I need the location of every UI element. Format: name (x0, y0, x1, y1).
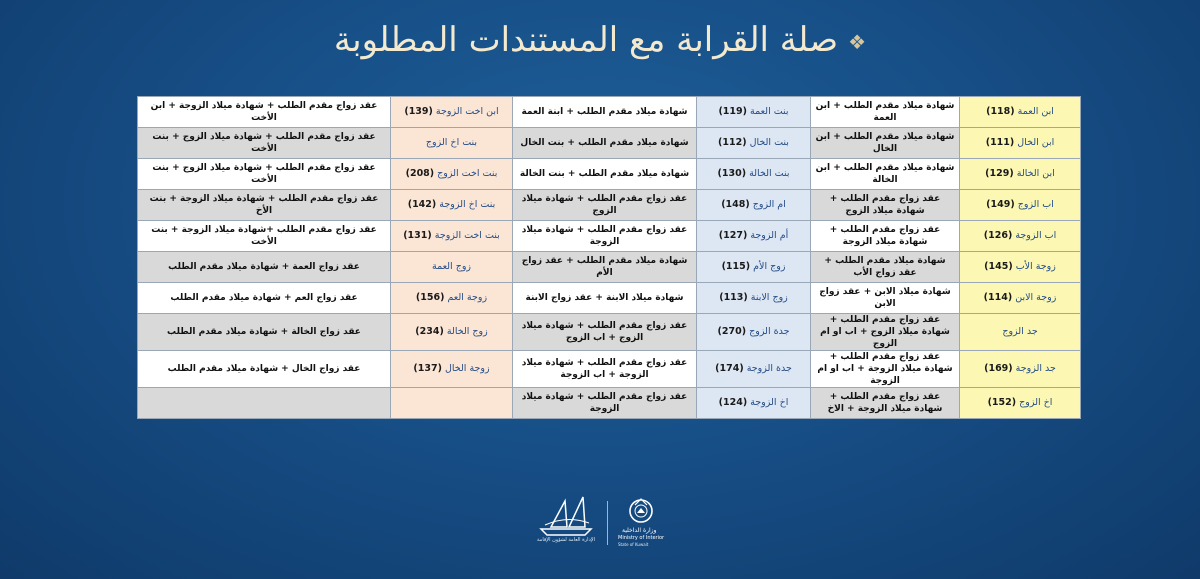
relation-label: اخ الزوجة (750, 397, 789, 408)
table-row (138, 159, 1081, 190)
relation-label: زوج العمة (431, 261, 472, 272)
relation-cell (391, 128, 513, 159)
relation-code: (149) (986, 199, 1015, 210)
relation-cell (960, 128, 1081, 159)
documents-text: عقد زواج مقدم الطلب + شهادة ميلاد الزوجة + بنت الأخ (149, 194, 379, 216)
documents-cell (811, 252, 960, 283)
documents-text: شهادة ميلاد مقدم الطلب + بنت الخالة (519, 169, 690, 179)
documents-cell (138, 128, 391, 159)
relation-code: (112) (718, 137, 747, 148)
documents-cell (138, 314, 391, 351)
documents-cell (811, 283, 960, 314)
relation-code: (126) (983, 230, 1013, 241)
documents-text: عقد زواج مقدم الطلب +شهادة ميلاد الزوجة + بنت الأخت (151, 225, 377, 247)
documents-cell (811, 221, 960, 252)
relation-label: بنت اخت الزوجة (434, 230, 500, 241)
relation-code: (137) (413, 363, 442, 374)
documents-cell (513, 159, 697, 190)
relation-code: (124) (718, 397, 748, 408)
relation-cell (391, 314, 513, 351)
relation-label: زوج الأم (753, 261, 786, 272)
documents-text: عقد زواج الخالة + شهادة ميلاد مقدم الطلب (167, 327, 361, 337)
relation-cell (697, 128, 811, 159)
documents-text: عقد زواج العمة + شهادة ميلاد مقدم الطلب (168, 262, 360, 272)
table-row (138, 314, 1081, 351)
documents-text: عقد زواج الخال + شهادة ميلاد مقدم الطلب (167, 364, 361, 374)
relation-cell (960, 159, 1081, 190)
documents-text: عقد زواج مقدم الطلب + شهادة ميلاد الزوجة (829, 225, 941, 247)
ornament-icon: ❖ (848, 30, 867, 54)
relation-code: (234) (415, 326, 444, 337)
documents-cell (513, 252, 697, 283)
documents-text: عقد زواج مقدم الطلب + شهادة ميلاد الزوج (829, 194, 941, 216)
documents-cell (138, 252, 391, 283)
relation-code: (113) (719, 292, 748, 303)
documents-text: عقد زواج مقدم الطلب + شهادة ميلاد الزوجة + اب الزوجة (521, 358, 688, 380)
relation-cell (960, 221, 1081, 252)
relation-label: جد الزوجة (1015, 363, 1056, 374)
documents-cell (811, 388, 960, 419)
documents-cell (138, 159, 391, 190)
documents-cell (513, 314, 697, 351)
relation-label: ام الزوج (752, 199, 786, 210)
relation-cell (697, 252, 811, 283)
relation-label: زوجة الأب (1015, 261, 1056, 272)
documents-cell (513, 190, 697, 221)
relation-cell (391, 351, 513, 388)
documents-text: عقد زواج مقدم الطلب + شهادة ميلاد الزوج + اب او ام الزوج (820, 315, 950, 349)
relation-cell (960, 252, 1081, 283)
relation-label: ابن اخت الزوجة (435, 106, 499, 117)
documents-text: عقد زواج مقدم الطلب + شهادة ميلاد الزوجة + الاخ (827, 392, 943, 414)
relation-code: (156) (415, 292, 445, 303)
relation-label: زوجة الخال (444, 363, 490, 374)
relation-code: (208) (405, 168, 435, 179)
table-row (138, 221, 1081, 252)
documents-cell (513, 351, 697, 388)
table-row (138, 128, 1081, 159)
documents-text: عقد زواج مقدم الطلب + شهادة ميلاد الزوجة (521, 225, 688, 247)
relation-code: (152) (987, 397, 1017, 408)
relation-label: بنت اخ الزوجة (439, 199, 496, 210)
relation-cell (391, 388, 513, 419)
relation-cell (960, 388, 1081, 419)
documents-cell (138, 190, 391, 221)
relation-cell (697, 314, 811, 351)
relation-label: جدة الزوجة (746, 363, 792, 374)
ministry-of-interior-logo (618, 497, 664, 551)
relation-cell (697, 190, 811, 221)
relation-label: جدة الزوج (749, 326, 790, 337)
relation-label: بنت العمة (750, 106, 789, 117)
relation-cell (960, 314, 1081, 351)
documents-text: شهادة ميلاد مقدم الطلب + ابنة العمة (521, 107, 688, 117)
documents-text: عقد زواج مقدم الطلب + شهادة ميلاد الزوجة + ابن الأخت (150, 101, 378, 123)
kuwait-emblem-icon (618, 497, 664, 527)
dhow-sail-icon (537, 495, 597, 539)
table-row (138, 252, 1081, 283)
relation-label: بنت الخالة (749, 168, 790, 179)
relation-code: (169) (984, 363, 1013, 374)
table-row (138, 190, 1081, 221)
relation-label: اب الزوج (1017, 199, 1054, 210)
relation-code: (119) (718, 106, 747, 117)
relation-cell (960, 97, 1081, 128)
table-row (138, 97, 1081, 128)
documents-text: عقد زواج مقدم الطلب + شهادة ميلاد الزوجة (521, 392, 688, 414)
documents-text: شهادة ميلاد الابنة + عقد زواج الابنة (525, 293, 684, 303)
relation-code: (139) (404, 106, 433, 117)
relation-code: (115) (721, 261, 751, 272)
page-title (0, 20, 1200, 60)
relation-cell (697, 159, 811, 190)
documents-text: عقد زواج مقدم الطلب + شهادة ميلاد الزوج (521, 194, 688, 216)
relation-label: بنت اخ الزوج (425, 137, 478, 148)
table-row (138, 283, 1081, 314)
documents-text: شهادة ميلاد مقدم الطلب + ابن الخالة (815, 163, 955, 185)
relation-label: بنت الخال (749, 137, 789, 148)
documents-cell (811, 97, 960, 128)
relation-cell (960, 283, 1081, 314)
relation-code: (270) (717, 326, 747, 337)
documents-cell (513, 283, 697, 314)
relation-cell (391, 190, 513, 221)
documents-text: شهادة ميلاد الابن + عقد زواج الابن (819, 287, 951, 309)
relation-cell (960, 351, 1081, 388)
documents-text: عقد زواج مقدم الطلب + شهادة ميلاد الزوج + بنت الأخت (152, 163, 376, 185)
documents-cell (513, 221, 697, 252)
documents-text: شهادة ميلاد مقدم الطلب + بنت الخال (520, 138, 689, 148)
ministry-caption-state: State of Kuwait (618, 542, 649, 547)
relation-label: ابن العمة (1017, 106, 1054, 117)
logo-divider (607, 501, 608, 545)
documents-cell (513, 97, 697, 128)
relation-code: (130) (717, 168, 747, 179)
relation-code: (118) (986, 106, 1015, 117)
relation-label: ابن الخالة (1016, 168, 1055, 179)
documents-cell (138, 351, 391, 388)
documents-text: شهادة ميلاد مقدم الطلب + ابن العمة (815, 101, 955, 123)
relation-label: زوج الابنة (750, 292, 788, 303)
documents-cell (138, 97, 391, 128)
documents-cell (513, 128, 697, 159)
relation-label: بنت اخت الزوج (437, 168, 498, 179)
documents-cell (811, 351, 960, 388)
relation-cell (391, 283, 513, 314)
ministry-caption-arabic: وزارة الداخلية (622, 527, 657, 534)
relation-code: (174) (715, 363, 744, 374)
relation-code: (111) (985, 137, 1015, 148)
relation-label: زوجة الابن (1015, 292, 1057, 303)
relation-label: زوجة العم (447, 292, 488, 303)
residency-logo-caption: الإدارة العامة لشؤون الإقامة (537, 537, 596, 543)
relation-code: (142) (407, 199, 437, 210)
page-title-text: صلة القرابة مع المستندات المطلوبة (333, 20, 839, 60)
relation-cell (697, 388, 811, 419)
relation-cell (391, 252, 513, 283)
relation-code: (129) (985, 168, 1014, 179)
relation-label: ابن الخال (1017, 137, 1055, 148)
relation-cell (960, 190, 1081, 221)
documents-text: عقد زواج مقدم الطلب + شهادة ميلاد الزوج + بنت الأخت (152, 132, 376, 154)
documents-text: شهادة ميلاد مقدم الطلب + ابن الخال (815, 132, 955, 154)
relation-label: جد الزوج (1002, 326, 1038, 337)
documents-cell (138, 388, 391, 419)
documents-text: عقد زواج مقدم الطلب + شهادة ميلاد الزوجة + اب او ام الزوجة (817, 352, 953, 386)
documents-cell (811, 128, 960, 159)
relation-cell (391, 159, 513, 190)
relation-code: (131) (403, 230, 432, 241)
documents-cell (811, 314, 960, 351)
relation-label: أم الزوجة (750, 230, 789, 241)
table-row (138, 351, 1081, 388)
relation-cell (697, 283, 811, 314)
relation-code: (127) (718, 230, 748, 241)
relation-label: اخ الزوج (1019, 397, 1053, 408)
relation-code: (114) (983, 292, 1013, 303)
relation-cell (391, 97, 513, 128)
relation-cell (697, 221, 811, 252)
relation-label: اب الزوجة (1015, 230, 1057, 241)
relation-code: (145) (984, 261, 1013, 272)
kinship-documents-table (137, 96, 1081, 419)
documents-text: شهادة ميلاد مقدم الطلب + عقد زواج الأم (521, 256, 688, 278)
relation-cell (697, 97, 811, 128)
documents-text: شهادة ميلاد مقدم الطلب + عقد زواج الأب (824, 256, 946, 278)
relation-cell (697, 351, 811, 388)
relation-cell (391, 221, 513, 252)
documents-cell (811, 159, 960, 190)
documents-text: عقد زواج العم + شهادة ميلاد مقدم الطلب (170, 293, 358, 303)
relation-label: زوج الخالة (446, 326, 488, 337)
table-row (138, 388, 1081, 419)
documents-cell (138, 283, 391, 314)
documents-cell (513, 388, 697, 419)
ministry-caption-english: Ministry of Interior (618, 535, 665, 541)
residency-affairs-logo (537, 495, 597, 551)
documents-cell (811, 190, 960, 221)
documents-cell (138, 221, 391, 252)
footer-logos (0, 495, 1200, 555)
documents-text: عقد زواج مقدم الطلب + شهادة ميلاد الزوج + اب الزوج (521, 321, 688, 343)
relation-code: (148) (721, 199, 750, 210)
